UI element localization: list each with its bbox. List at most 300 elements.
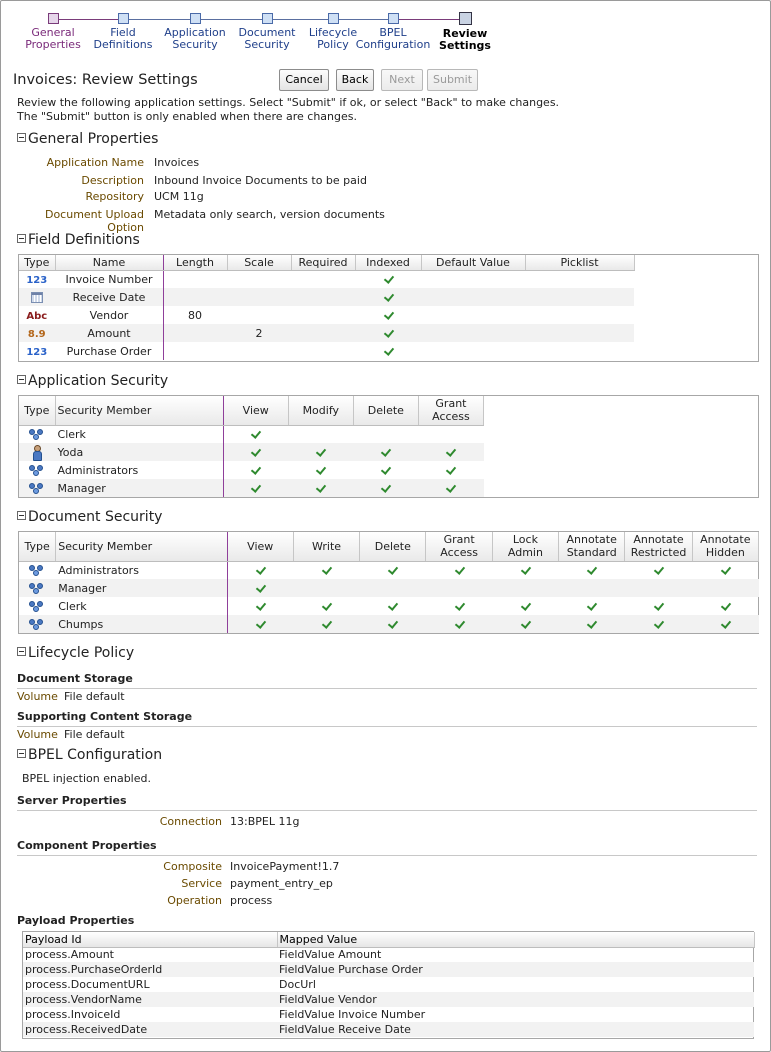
mapped-value-cell: FieldValue Vendor (277, 992, 754, 1007)
permission-cell (291, 306, 355, 324)
step-label: Application Security (164, 26, 226, 51)
permission-cell (355, 306, 421, 324)
permission-cell (492, 597, 558, 615)
column-header[interactable]: Write (293, 532, 359, 561)
permission-cell (559, 579, 625, 597)
permission-cell (227, 579, 293, 597)
section-heading: General Properties (28, 131, 159, 147)
permission-cell (223, 461, 288, 479)
type-cell (19, 561, 56, 579)
column-header[interactable]: Delete (353, 396, 418, 425)
step-label: Document Security (238, 26, 296, 51)
permission-cell (353, 461, 418, 479)
scale-cell (227, 342, 291, 360)
column-header[interactable]: Type (19, 532, 56, 561)
connection-label: Connection (159, 815, 222, 828)
group-icon (29, 599, 45, 613)
permission-cell (291, 342, 355, 360)
permission-cell (291, 270, 355, 288)
header-row (19, 255, 634, 270)
table-row[interactable] (19, 597, 759, 615)
prop-value: Invoices (154, 156, 200, 169)
permission-cell (227, 597, 293, 615)
check-icon (720, 565, 731, 574)
permission-cell (625, 615, 692, 633)
permission-cell (418, 443, 483, 461)
intro-line-1: Review the following application settings. Select "Submit" if ok, or select "Back" to make changes. (17, 96, 560, 109)
volume-label: Volume (17, 690, 58, 703)
column-header[interactable]: Lock Admin (492, 532, 558, 561)
permission-cell (426, 561, 492, 579)
picklist-cell (525, 342, 634, 360)
decimal-type-icon: 8.9 (27, 328, 46, 340)
permission-cell (360, 579, 426, 597)
type-cell (19, 615, 56, 633)
table-row[interactable] (19, 288, 634, 306)
picklist-cell (525, 270, 634, 288)
bpel-status: BPEL injection enabled. (22, 772, 151, 785)
table-row[interactable] (19, 425, 484, 443)
cancel-button[interactable]: Cancel (279, 69, 329, 91)
table-row[interactable] (19, 479, 484, 497)
permission-cell (355, 270, 421, 288)
check-icon (520, 565, 531, 574)
step-label: Review Settings (439, 27, 491, 52)
member-cell: Yoda (55, 443, 223, 461)
column-header[interactable]: Length (163, 255, 227, 270)
scale-cell (227, 288, 291, 306)
permission-cell (293, 579, 359, 597)
step-marker-icon (388, 13, 399, 24)
permission-cell (625, 597, 692, 615)
permission-cell (355, 342, 421, 360)
check-icon (454, 601, 465, 610)
page-title: Invoices: Review Settings (13, 72, 198, 88)
application-security-table (18, 395, 759, 498)
divider (17, 688, 757, 689)
permission-cell (293, 615, 359, 633)
component-properties-heading: Component Properties (17, 839, 157, 852)
table-row[interactable] (19, 324, 634, 342)
divider (17, 810, 757, 811)
type-cell (19, 579, 56, 597)
column-header[interactable]: Required (291, 255, 355, 270)
section-heading: Lifecycle Policy (28, 645, 135, 661)
prop-label: Application Name (46, 156, 144, 169)
check-icon (383, 328, 394, 337)
prop-label: Service (181, 877, 222, 890)
prop-label: Operation (167, 894, 222, 907)
step-marker-icon (190, 13, 201, 24)
table-row[interactable] (23, 992, 754, 1007)
volume-value: File default (64, 728, 125, 741)
column-header[interactable]: Annotate Standard (559, 532, 625, 561)
type-cell (19, 479, 55, 497)
permission-cell (353, 425, 418, 443)
table-row[interactable] (19, 443, 484, 461)
table-row[interactable] (23, 962, 754, 977)
column-header[interactable]: Security Member (56, 532, 227, 561)
table-row[interactable] (19, 615, 759, 633)
prop-label: Composite (163, 860, 222, 873)
permission-cell (223, 425, 288, 443)
table-row[interactable] (19, 561, 759, 579)
prop-label: Document Upload Option (44, 208, 144, 234)
check-icon (653, 619, 664, 628)
permission-cell (418, 479, 483, 497)
check-icon (250, 447, 261, 456)
next-button[interactable]: Next (381, 69, 423, 91)
group-icon (29, 581, 45, 595)
permission-cell (692, 561, 758, 579)
check-icon (720, 619, 731, 628)
collapse-icon[interactable] (17, 234, 26, 243)
group-icon (29, 617, 45, 631)
back-button[interactable]: Back (336, 69, 374, 91)
permission-cell (355, 288, 421, 306)
check-icon (454, 619, 465, 628)
check-icon (380, 483, 391, 492)
member-cell: Administrators (55, 461, 223, 479)
train-step-6[interactable] (353, 13, 433, 51)
permission-cell (291, 288, 355, 306)
table-row[interactable] (19, 342, 634, 360)
column-header[interactable]: Indexed (355, 255, 421, 270)
column-header[interactable]: Security Member (55, 396, 223, 425)
member-cell: Clerk (56, 597, 227, 615)
scale-cell (227, 306, 291, 324)
length-cell (163, 324, 227, 342)
column-header[interactable]: Grant Access (418, 396, 483, 425)
default-value-cell (421, 342, 525, 360)
type-cell (19, 324, 55, 342)
table-row[interactable] (19, 461, 484, 479)
step-marker-icon (328, 13, 339, 24)
permission-cell (559, 615, 625, 633)
step-label: Lifecycle Policy (308, 26, 358, 51)
column-header[interactable]: View (227, 532, 293, 561)
prop-label: Description (81, 174, 144, 187)
train-step-7 (425, 13, 505, 52)
member-cell: Clerk (55, 425, 223, 443)
check-icon (586, 619, 597, 628)
member-cell: Administrators (56, 561, 227, 579)
column-header[interactable]: Grant Access (426, 532, 492, 561)
section-lifecycle-policy[interactable] (17, 645, 134, 661)
payload-id-cell: process.DocumentURL (25, 978, 150, 991)
length-cell (163, 288, 227, 306)
field-definitions-table (18, 254, 759, 362)
group-icon (29, 427, 45, 441)
picklist-cell (525, 306, 634, 324)
check-icon (250, 465, 261, 474)
column-header[interactable]: Delete (360, 532, 426, 561)
user-icon (33, 445, 41, 459)
member-cell: Chumps (56, 615, 227, 633)
check-icon (520, 619, 531, 628)
picklist-cell (525, 324, 634, 342)
column-header[interactable]: Scale (227, 255, 291, 270)
group-icon (29, 563, 45, 577)
column-header[interactable]: Default Value (421, 255, 525, 270)
table-row[interactable] (23, 977, 754, 992)
section-heading: BPEL Configuration (28, 747, 163, 763)
default-value-cell (421, 306, 525, 324)
step-label: General Properties (25, 26, 81, 51)
check-icon (387, 619, 398, 628)
permission-cell (293, 597, 359, 615)
type-cell (19, 425, 55, 443)
table-row[interactable] (19, 306, 634, 324)
column-header[interactable]: View (223, 396, 288, 425)
header-row (19, 532, 759, 561)
table-row[interactable] (23, 947, 754, 962)
scale-cell: 2 (227, 324, 291, 342)
document-storage-heading: Document Storage (17, 672, 133, 685)
length-cell: 80 (188, 308, 202, 322)
divider (17, 855, 757, 856)
default-value-cell (421, 270, 525, 288)
step-marker-icon (48, 13, 59, 24)
check-icon (255, 601, 266, 610)
check-icon (387, 565, 398, 574)
table-row[interactable] (23, 1022, 754, 1037)
intro-text (17, 96, 559, 124)
mapped-value-cell: FieldValue Purchase Order (277, 962, 754, 977)
permission-cell (426, 579, 492, 597)
section-heading: Document Security (28, 509, 163, 525)
member-cell: Manager (55, 479, 223, 497)
check-icon (720, 601, 731, 610)
group-icon (29, 481, 45, 495)
permission-cell (692, 597, 758, 615)
section-general-properties[interactable] (17, 131, 158, 147)
permission-cell (223, 443, 288, 461)
picklist-cell (525, 288, 634, 306)
permission-cell (288, 461, 353, 479)
permission-cell (426, 597, 492, 615)
mapped-value-cell: FieldValue Amount (279, 948, 382, 962)
train-step-3[interactable] (155, 13, 235, 51)
check-icon (315, 483, 326, 492)
section-bpel-configuration[interactable] (17, 747, 162, 763)
server-properties-heading: Server Properties (17, 794, 127, 807)
type-cell (19, 461, 55, 479)
column-header[interactable]: Modify (288, 396, 353, 425)
check-icon (321, 565, 332, 574)
permission-cell (625, 561, 692, 579)
check-icon (520, 601, 531, 610)
check-icon (383, 346, 394, 355)
check-icon (445, 483, 456, 492)
payload-id-cell: process.InvoiceId (25, 1008, 121, 1021)
length-cell (163, 270, 227, 288)
prop-value: process (230, 894, 273, 907)
volume-label: Volume (17, 728, 58, 741)
permission-cell (288, 425, 353, 443)
permission-cell (625, 579, 692, 597)
check-icon (315, 465, 326, 474)
payload-id-cell: process.VendorName (23, 992, 277, 1007)
step-marker-icon (118, 13, 129, 24)
check-icon (255, 565, 266, 574)
permission-cell (492, 615, 558, 633)
permission-cell (426, 615, 492, 633)
number-type-icon: 123 (26, 346, 48, 358)
permission-cell (291, 324, 355, 342)
prop-value: Metadata only search, version documents (154, 208, 385, 221)
text-type-icon: Abc (26, 310, 48, 322)
name-cell: Purchase Order (55, 342, 163, 360)
permission-cell (227, 561, 293, 579)
payload-id-cell: process.Amount (25, 948, 114, 962)
check-icon (653, 601, 664, 610)
date-type-icon (31, 292, 43, 303)
check-icon (383, 310, 394, 319)
prop-value: UCM 11g (154, 190, 204, 203)
mapped-value-cell: DocUrl (279, 978, 316, 991)
intro-line-2: The "Submit" button is only enabled when there are changes. (17, 110, 357, 123)
permission-cell (227, 615, 293, 633)
collapse-icon[interactable] (17, 647, 26, 656)
section-heading: Field Definitions (28, 232, 140, 248)
number-type-icon: 123 (26, 274, 48, 286)
mapped-value-cell: FieldValue Receive Date (277, 1022, 754, 1037)
payload-id-cell: process.ReceivedDate (23, 1022, 277, 1037)
permission-cell (559, 561, 625, 579)
group-icon (29, 463, 45, 477)
permission-cell (418, 461, 483, 479)
permission-cell (223, 479, 288, 497)
permission-cell (692, 615, 758, 633)
name-cell: Invoice Number (55, 270, 163, 288)
step-marker-icon (262, 13, 273, 24)
step-marker-icon (459, 12, 472, 25)
permission-cell (418, 425, 483, 443)
check-icon (586, 565, 597, 574)
column-header[interactable]: Payload Id (23, 932, 277, 947)
check-icon (653, 565, 664, 574)
document-security-table (18, 531, 759, 634)
collapse-icon[interactable] (17, 749, 26, 758)
header-row (23, 932, 754, 947)
check-icon (383, 274, 394, 283)
name-cell: Receive Date (55, 288, 163, 306)
check-icon (380, 465, 391, 474)
type-cell (19, 306, 55, 324)
payload-id-cell: process.PurchaseOrderId (23, 962, 277, 977)
permission-cell (353, 443, 418, 461)
check-icon (445, 465, 456, 474)
name-cell: Vendor (55, 306, 163, 324)
mapped-value-cell: FieldValue Invoice Number (279, 1008, 426, 1021)
check-icon (387, 601, 398, 610)
check-icon (380, 447, 391, 456)
check-icon (250, 483, 261, 492)
column-header[interactable]: Picklist (525, 255, 634, 270)
prop-label: Repository (85, 190, 144, 203)
section-heading: Application Security (28, 373, 169, 389)
prop-value: payment_entry_ep (230, 877, 333, 890)
section-field-definitions[interactable] (17, 232, 140, 248)
permission-cell (288, 479, 353, 497)
step-label: Field Definitions (93, 26, 153, 51)
check-icon (315, 447, 326, 456)
train-step-1[interactable] (13, 13, 93, 51)
table-row[interactable] (23, 1007, 754, 1022)
permission-cell (360, 615, 426, 633)
train-step-2[interactable] (83, 13, 163, 51)
permission-cell (353, 479, 418, 497)
type-cell (19, 443, 55, 461)
wizard-train (1, 1, 771, 63)
permission-cell (492, 561, 558, 579)
prop-value: InvoicePayment!1.7 (230, 860, 340, 873)
type-cell (19, 597, 56, 615)
check-icon (255, 619, 266, 628)
column-header[interactable]: Type (19, 396, 55, 425)
permission-cell (293, 561, 359, 579)
table-row[interactable] (19, 579, 759, 597)
payload-table (22, 931, 754, 1039)
prop-value: Inbound Invoice Documents to be paid (154, 174, 367, 187)
type-cell (19, 270, 55, 288)
column-header[interactable]: Name (55, 255, 163, 270)
default-value-cell (421, 324, 525, 342)
column-header[interactable]: Annotate Hidden (692, 532, 758, 561)
permission-cell (355, 324, 421, 342)
column-header[interactable]: Mapped Value (277, 932, 754, 947)
collapse-icon[interactable] (17, 511, 26, 520)
divider (17, 726, 757, 727)
table-row[interactable] (19, 270, 634, 288)
scale-cell (227, 270, 291, 288)
submit-button[interactable]: Submit (427, 69, 478, 91)
check-icon (250, 429, 261, 438)
section-application-security[interactable] (17, 373, 168, 389)
member-cell: Manager (56, 579, 227, 597)
permission-cell (492, 579, 558, 597)
type-cell (19, 288, 55, 306)
permission-cell (360, 597, 426, 615)
type-cell (19, 342, 55, 360)
check-icon (321, 601, 332, 610)
collapse-icon[interactable] (17, 133, 26, 142)
permission-cell (288, 443, 353, 461)
volume-value: File default (64, 690, 125, 703)
name-cell: Amount (55, 324, 163, 342)
supporting-storage-heading: Supporting Content Storage (17, 710, 193, 723)
permission-cell (692, 579, 758, 597)
header-row (19, 396, 484, 425)
step-label: BPEL Configuration (355, 26, 431, 51)
check-icon (255, 583, 266, 592)
permission-cell (360, 561, 426, 579)
connection-value: 13:BPEL 11g (230, 815, 300, 828)
column-header[interactable]: Annotate Restricted (625, 532, 692, 561)
check-icon (586, 601, 597, 610)
column-header[interactable]: Type (19, 255, 55, 270)
section-document-security[interactable] (17, 509, 162, 525)
payload-properties-heading: Payload Properties (17, 914, 135, 927)
check-icon (383, 292, 394, 301)
permission-cell (559, 597, 625, 615)
check-icon (454, 565, 465, 574)
check-icon (445, 447, 456, 456)
collapse-icon[interactable] (17, 375, 26, 384)
default-value-cell (421, 288, 525, 306)
check-icon (321, 619, 332, 628)
